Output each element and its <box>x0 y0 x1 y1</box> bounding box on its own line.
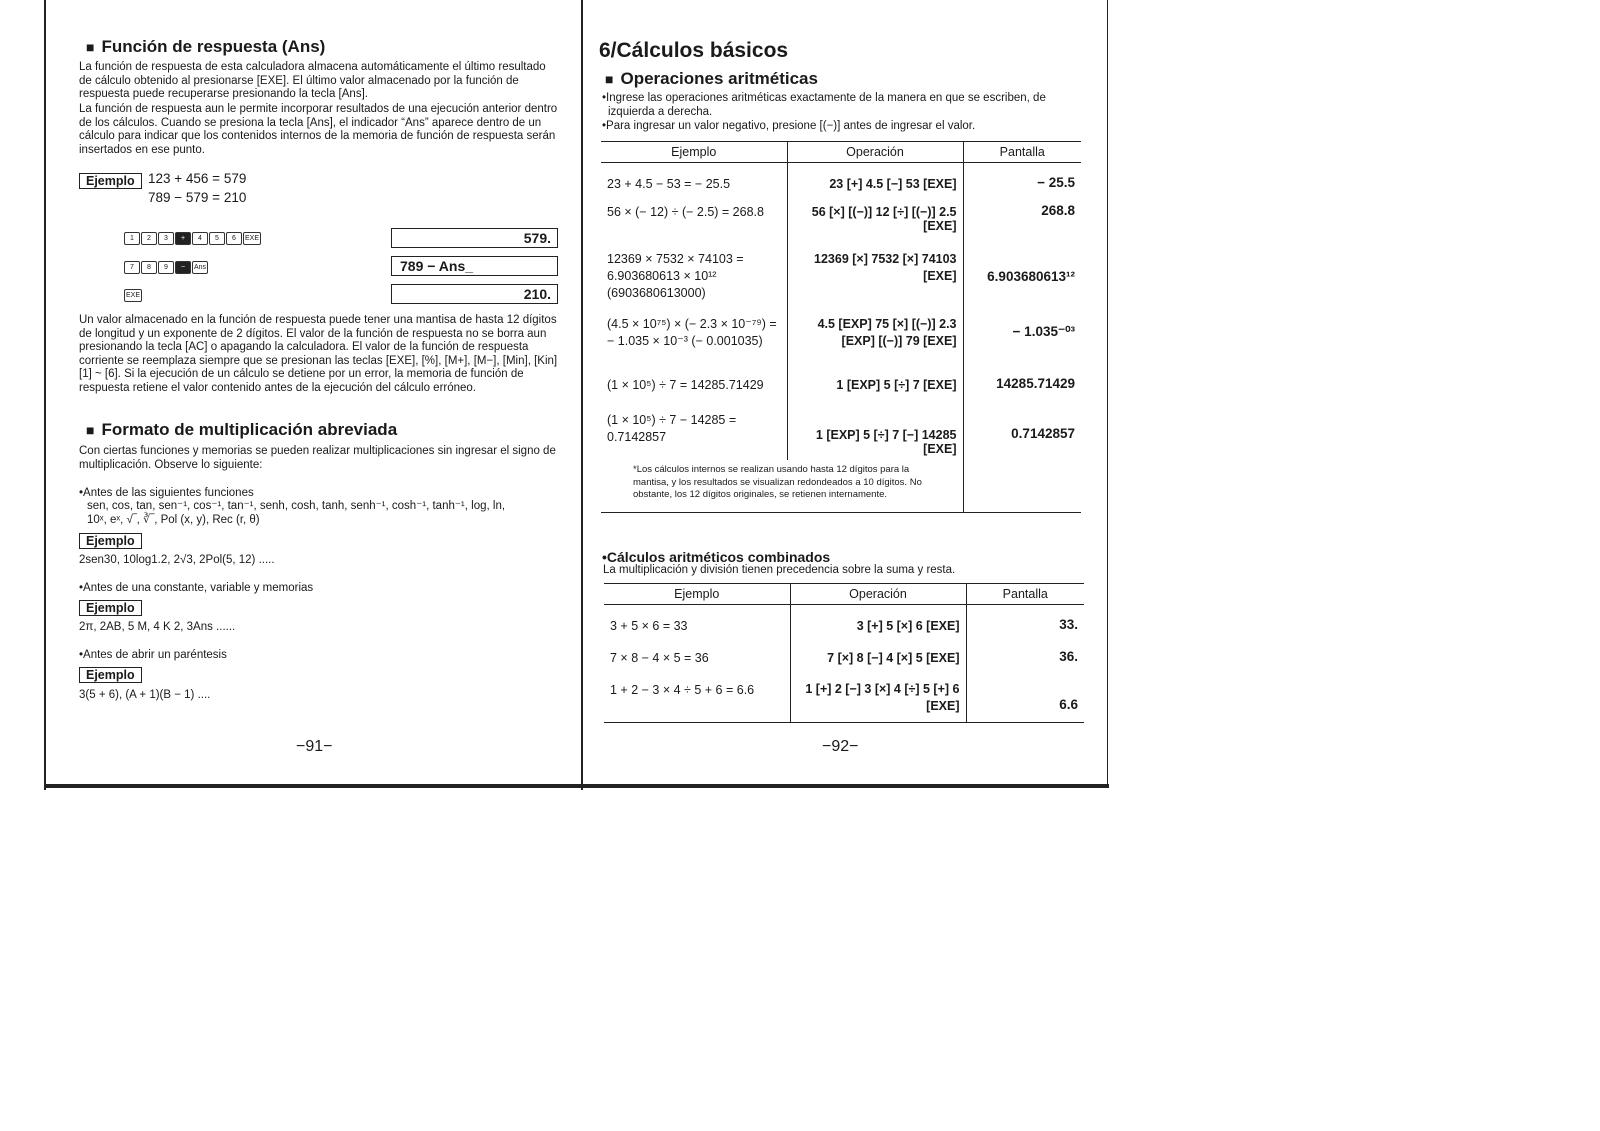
result-cell: 36. <box>1059 648 1078 664</box>
page-number-right: −92− <box>822 738 859 755</box>
col-pantalla: Pantalla <box>966 584 1084 605</box>
mult-example-label-2: Ejemplo <box>79 600 142 616</box>
mult-bullet-1: •Antes de las siguientes funciones <box>79 487 254 499</box>
calculator-display-1: 579. <box>391 228 558 248</box>
table-row <box>601 306 1081 366</box>
mult-section-title: ■ Formato de multiplicación abreviada <box>86 420 397 440</box>
operation-cell: 7 [×] 8 [−] 4 [×] 5 [EXE] <box>790 639 966 671</box>
right-page-edge <box>1107 0 1108 786</box>
key-5: 5 <box>209 232 225 245</box>
arith-bullet-1b: izquierda a derecha. <box>608 106 713 118</box>
ans-paragraph-1: La función de respuesta de esta calculadora almacena automáticamente el último resultado de cálculo obtenido al presionarse [EXE]. El último valor almacenado por la función de respuesta puede recuperarse presionando la tecla [Ans]. <box>79 61 546 101</box>
ans-example-line-2: 789 − 579 = 210 <box>148 190 247 205</box>
mult-example-1: 2sen30, 10log1.2, 2√3, 2Pol(5, 12) ..... <box>79 554 275 566</box>
table-row <box>601 366 1081 402</box>
table-row <box>601 163 1081 196</box>
empty-cell <box>963 460 1081 512</box>
col-operacion: Operación <box>790 584 966 605</box>
example-cell: (1 × 10⁵) ÷ 7 − 14285 = 0.7142857 <box>607 413 737 444</box>
example-cell: 56 × (− 12) ÷ (− 2.5) = 268.8 <box>607 205 764 219</box>
calculator-display-2: 789 − Ans_ <box>391 256 558 276</box>
operation-cell: 1 [+] 2 [−] 3 [×] 4 [÷] 5 [+] 6 [EXE] <box>790 671 966 723</box>
page-number-left: −91− <box>296 738 333 755</box>
left-page-edge <box>44 0 46 790</box>
example-cell: 12369 × 7532 × 74103 = 6.903680613 × 10¹² (6903680613000) <box>607 252 744 300</box>
example-cell: 3 + 5 × 6 = 33 <box>610 619 688 633</box>
operation-cell: 12369 [×] 7532 [×] 74103 [EXE] <box>787 237 963 306</box>
spine-line <box>581 0 583 790</box>
table-header-row <box>601 142 1081 163</box>
key-3: 3 <box>158 232 174 245</box>
combined-title: •Cálculos aritméticos combinados <box>602 549 831 565</box>
col-ejemplo: Ejemplo <box>604 584 790 605</box>
table-row <box>604 671 1084 723</box>
ans-section-title: ■ Función de respuesta (Ans) <box>86 37 325 57</box>
chapter-title: 6/Cálculos básicos <box>599 39 789 62</box>
col-operacion: Operación <box>787 142 963 163</box>
col-ejemplo: Ejemplo <box>601 142 787 163</box>
table-note-row <box>601 460 1081 512</box>
ans-paragraph-3: Un valor almacenado en la función de respuesta puede tener una mantisa de hasta 12 dígitos de longitud y un exponente de 2 dígitos. El valor de la función de respuesta no se borra aun presionando la tecla [AC] o apagando la calculadora. El valor de la función de respuesta corriente se reemplaza siempre que se presionan las teclas [EXE], [%], [M+], [M−], [Min], [Kin] [1] ~ [6]. Si la ejecución de un cálculo se detiene por un error, la memoria de función de respuesta retiene el valor contenido antes de la ejecución del cálculo erróneo. <box>79 314 558 394</box>
operation-cell: 23 [+] 4.5 [−] 53 [EXE] <box>787 163 963 196</box>
arith-section-title: ■ Operaciones aritméticas <box>605 69 818 89</box>
result-cell: 33. <box>1059 617 1078 632</box>
mult-example-label-1: Ejemplo <box>79 533 142 549</box>
ans-example-label: Ejemplo <box>79 173 142 189</box>
example-cell: (1 × 10⁵) ÷ 7 = 14285.71429 <box>607 378 764 392</box>
table-row <box>601 195 1081 237</box>
table-row <box>604 639 1084 671</box>
arith-bullet-2: •Para ingresar un valor negativo, presione [(−)] antes de ingresar el valor. <box>602 120 976 132</box>
combined-table <box>604 583 1084 723</box>
result-cell: − 1.035⁻⁰³ <box>1012 324 1075 339</box>
mult-bullet-2: •Antes de una constante, variable y memorias <box>79 582 314 594</box>
arith-table <box>601 141 1081 513</box>
table-header-row <box>604 584 1084 605</box>
mult-example-2: 2π, 2AB, 5 M, 4 K 2, 3Ans ...... <box>79 621 236 633</box>
ans-example-line-1: 123 + 456 = 579 <box>148 171 247 186</box>
example-cell: (4.5 × 10⁷⁵) × (− 2.3 × 10⁻⁷⁹) = − 1.035 × 10⁻³ (− 0.001035) <box>607 317 777 348</box>
key-exe: EXE <box>243 232 261 245</box>
key-sequence-2 <box>124 259 209 277</box>
operation-cell: 1 [EXP] 5 [÷] 7 [EXE] <box>787 366 963 402</box>
key-1: 1 <box>124 232 140 245</box>
result-cell: 0.7142857 <box>1011 426 1075 441</box>
key-2: 2 <box>141 232 157 245</box>
key-ans: Ans <box>192 261 208 274</box>
operation-cell: 4.5 [EXP] 75 [×] [(−)] 2.3 [EXP] [(−)] 79 [EXE] <box>787 306 963 366</box>
ans-paragraph-2: La función de respuesta aun le permite incorporar resultados de una ejecución anterior dentro de los cálculos. Cuando se presiona la tecla [Ans], el indicador “Ans” aparece dentro de un cálculo para indicar que los contenidos internos de la memoria de función de respuesta serán insertados en ese punto. <box>79 103 558 156</box>
arith-bullet-1a: •Ingrese las operaciones aritméticas exactamente de la manera en que se escriben, de <box>602 92 1046 104</box>
combined-subtitle: La multiplicación y división tienen precedencia sobre la suma y resta. <box>603 564 956 576</box>
operation-cell: 1 [EXP] 5 [÷] 7 [−] 14285 [EXE] <box>787 402 963 460</box>
key-sequence-1 <box>124 230 262 248</box>
key-minus: − <box>175 261 191 274</box>
key-plus: + <box>175 232 191 245</box>
operation-cell: 56 [×] [(−)] 12 [÷] [(−)] 2.5 [EXE] <box>787 195 963 237</box>
key-6: 6 <box>226 232 242 245</box>
mult-functions-line-1: sen, cos, tan, sen⁻¹, cos⁻¹, tan⁻¹, senh, cosh, tanh, senh⁻¹, cosh⁻¹, tanh⁻¹, log, ln, <box>87 500 506 512</box>
mult-functions-line-2: 10ˣ, eˣ, √‾, ∛‾, Pol (x, y), Rec (r, θ) <box>87 514 260 526</box>
table-row <box>601 402 1081 460</box>
result-cell: 14285.71429 <box>996 376 1075 391</box>
key-sequence-3 <box>124 287 143 305</box>
result-cell: − 25.5 <box>1037 175 1075 190</box>
table-row <box>601 237 1081 306</box>
key-4: 4 <box>192 232 208 245</box>
mult-example-3: 3(5 + 6), (A + 1)(B − 1) .... <box>79 689 211 701</box>
example-cell: 23 + 4.5 − 53 = − 25.5 <box>607 177 731 191</box>
key-exe: EXE <box>124 289 142 302</box>
result-cell: 6.903680613¹² <box>987 269 1075 284</box>
mult-example-label-3: Ejemplo <box>79 667 142 683</box>
key-9: 9 <box>158 261 174 274</box>
col-pantalla: Pantalla <box>963 142 1081 163</box>
table-note: *Los cálculos internos se realizan usando hasta 12 dígitos para la mantisa, y los resultados se visualizan redondeados a 10 dígitos. No obstante, los 12 dígitos originales, se retienen internamente. <box>633 464 922 500</box>
operation-cell: 3 [+] 5 [×] 6 [EXE] <box>790 605 966 639</box>
example-cell: 1 + 2 − 3 × 4 ÷ 5 + 6 = 6.6 <box>610 682 755 697</box>
table-row <box>604 605 1084 639</box>
key-8: 8 <box>141 261 157 274</box>
key-7: 7 <box>124 261 140 274</box>
example-cell: 7 × 8 − 4 × 5 = 36 <box>610 650 709 665</box>
mult-intro: Con ciertas funciones y memorias se pueden realizar multiplicaciones sin ingresar el signo de multiplicación. Observe lo siguiente: <box>79 445 556 471</box>
result-cell: 268.8 <box>1041 203 1075 218</box>
result-cell: 6.6 <box>1059 696 1078 712</box>
calculator-display-3: 210. <box>391 284 558 304</box>
mult-bullet-3: •Antes de abrir un paréntesis <box>79 649 227 661</box>
bottom-rule <box>44 784 1109 788</box>
